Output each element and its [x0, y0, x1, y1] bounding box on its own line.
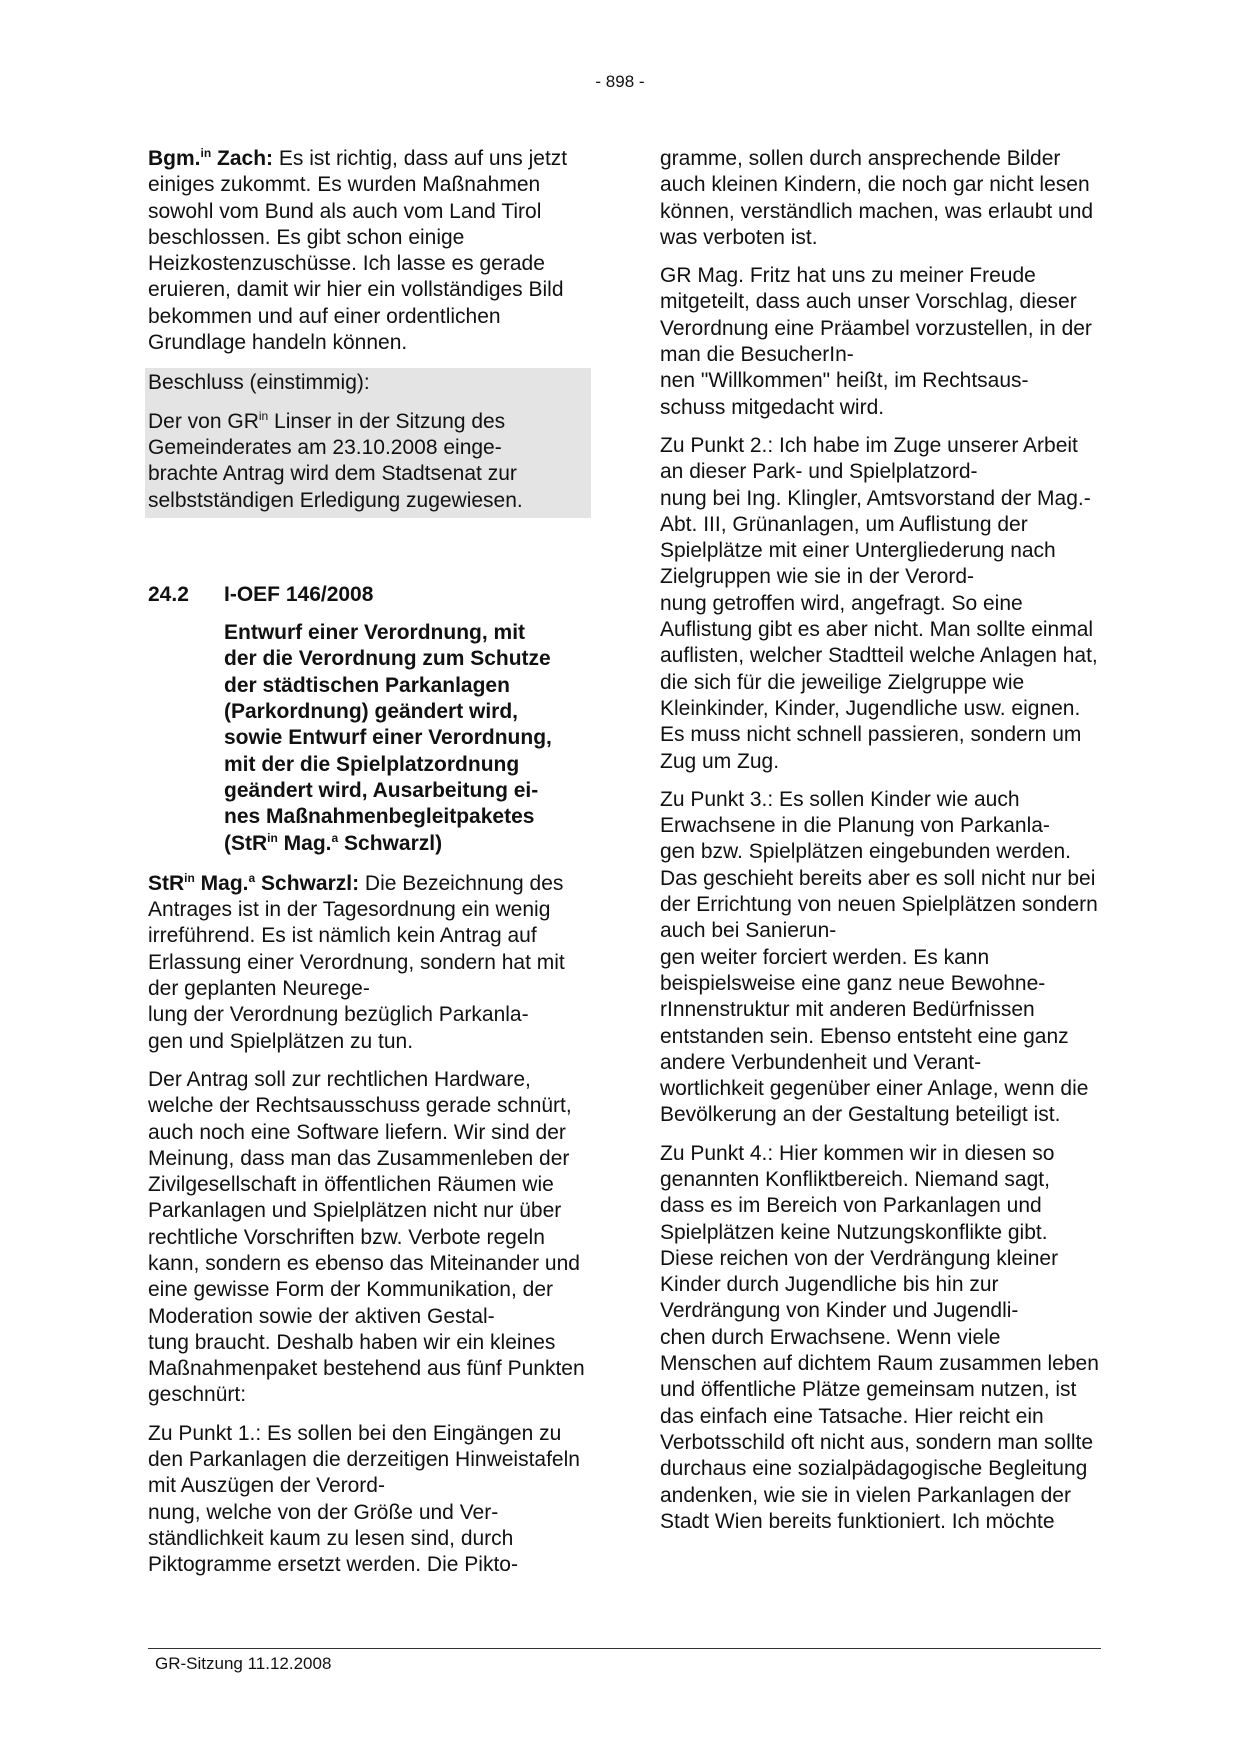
agenda-title-end-sup2: a	[331, 830, 339, 845]
agenda-number: 24.2	[148, 582, 189, 606]
decision-text-post: Linser in der Sitzung des Gemeinderates am 23.10.2008 einge- brachte Antrag wird dem Stadtsenat zur selbstständigen Erledigung zugewiesen.	[148, 409, 523, 512]
speaker-schwarzl-text: Die Bezeichnung des Antrages ist in der Tagesordnung ein wenig irreführend. Es ist nämlich kein Antrag auf Erlassung einer Verordnung, sondern hat mit der geplanten Neurege- lung der Verordnung bezüglich Parkanla- gen und Spielplätzen zu tun.	[148, 871, 565, 1053]
agenda-title-end-mid: Mag.	[277, 831, 332, 855]
right-column	[660, 146, 1100, 1547]
decision-box	[145, 368, 591, 517]
agenda-title-end-sup1: in	[267, 830, 278, 845]
paragraph-punkt-3: Zu Punkt 3.: Es sollen Kinder wie auch Erwachsene in die Planung von Parkanla- gen bzw. Spielplätzen eingebunden werden. Das geschieht bereits aber es soll nicht nur bei der Errichtung von neuen Spielplätzen sondern auch bei Sanierun- gen weiter forciert werden. Es kann beispielsweise eine ganz neue Bewohne- rInnenstruktur mit anderen Bedürfnissen entstanden sein. Ebenso entsteht eine ganz andere Verbundenheit und Verant- wortlichkeit gegenüber einer Anlage, wenn die Bevölkerung an der Gestaltung beteiligt ist.	[660, 787, 1098, 1127]
agenda-code: I-OEF 146/2008	[224, 582, 374, 606]
decision-text	[148, 409, 588, 514]
speaker-zach-text: Es ist richtig, dass auf uns jetzt einiges zukommt. Es wurden Maßnahmen sowohl vom Bund als auch vom Land Tirol beschlossen. Es gibt schon einige Heizkostenzuschüsse. Ich lasse es gerade eruieren, damit wir hier ein vollständiges Bild bekommen und auf einer ordentlichen Grundlage handeln können.	[148, 147, 568, 355]
left-column	[148, 146, 588, 1591]
decision-label: Beschluss (einstimmig):	[148, 371, 370, 395]
paragraph-fritz: GR Mag. Fritz hat uns zu meiner Freude mitgeteilt, dass auch unser Vorschlag, dieser Verordnung eine Präambel vorzustellen, in der man die BesucherIn- nen "Willkommen" heißt, im Rechtsaus- schuss mitgedacht wird.	[660, 264, 1092, 419]
page-number: - 898 -	[595, 72, 645, 91]
agenda-item	[148, 582, 588, 857]
paragraph-punkt-2: Zu Punkt 2.: Ich habe im Zuge unserer Arbeit an dieser Park- und Spielplatzord- nung bei Ing. Klingler, Amtsvorstand der Mag.-Abt. III, Grünanlagen, um Auflistung der Spielplätze mit einer Untergliederung nach Zielgruppen wie sie in der Verord- nung getroffen wird, angefragt. So eine Auflistung gibt es aber nicht. Man sollte einmal auflisten, welcher Stadtteil welche Anlagen hat, die sich für die jeweilige Zielgruppe wie Kleinkinder, Kinder, Jugendliche usw. eignen. Es muss nicht schnell passieren, sondern um Zug um Zug.	[660, 433, 1098, 773]
speaker-zach-paragraph	[148, 146, 588, 356]
footer-session-date: GR-Sitzung 11.12.2008	[155, 1654, 332, 1673]
speaker2-post: Schwarzl:	[255, 871, 360, 895]
speaker-schwarzl-name	[148, 872, 359, 895]
agenda-title-end	[224, 832, 442, 855]
decision-text-sup: in	[258, 408, 269, 423]
speaker-surname: Zach:	[211, 147, 274, 170]
paragraph-continuation: gramme, sollen durch ansprechende Bilder auch kleinen Kindern, die noch gar nicht lesen können, verständlich machen, was erlaubt und was verboten ist.	[660, 147, 1094, 249]
speaker2-sup1: in	[184, 870, 195, 885]
paragraph-punkt-4: Zu Punkt 4.: Hier kommen wir in diesen so genannten Konfliktbereich. Niemand sagt, dass es im Bereich von Parkanlagen und Spielplätzen keine Nutzungskonflikte gibt. Diese reichen von der Verdrängung kleiner Kinder durch Jugendliche bis hin zur Verdrängung von Kinder und Jugendli- chen durch Erwachsene. Wenn viele Menschen auf dichtem Raum zusammen leben und öffentliche Plätze gemeinsam nutzen, ist das einfach eine Tatsache. Hier reicht ein Verbotsschild oft nicht aus, sondern man sollte durchaus eine sozialpädagogische Begleitung andenken, wie sie in vielen Parkanlagen der Stadt Wien bereits funktioniert. Ich möchte	[660, 1141, 1099, 1533]
footer-divider	[148, 1648, 1101, 1649]
speaker2-sup2: a	[248, 870, 256, 885]
agenda-title	[224, 620, 588, 857]
speaker2-mid: Mag.	[194, 871, 249, 895]
speaker-title-sup: in	[200, 146, 212, 160]
agenda-heading	[148, 582, 588, 608]
speaker-zach-name	[148, 147, 273, 170]
decision-text-pre: Der von GR	[148, 409, 259, 433]
agenda-title-end-post: Schwarzl)	[338, 831, 443, 855]
speaker-schwarzl-paragraph	[148, 871, 588, 1055]
speaker-title: Bgm.	[148, 147, 201, 170]
speaker2-pre: StR	[148, 871, 185, 895]
paragraph-hardware: Der Antrag soll zur rechtlichen Hardware, welche der Rechtsausschuss gerade schnürt, auch noch eine Software liefern. Wir sind der Meinung, dass man das Zusammenleben der Zivilgesellschaft in öffentlichen Räumen wie Parkanlagen und Spielplätzen nicht nur über rechtliche Vorschriften bzw. Verbote regeln kann, sondern es ebenso das Miteinander und eine gewisse Form der Kommunikation, der Moderation sowie der aktiven Gestal- tung braucht. Deshalb haben wir ein kleines Maßnahmenpaket bestehend aus fünf Punkten geschnürt:	[148, 1067, 585, 1407]
agenda-title-text: Entwurf einer Verordnung, mit der die Verordnung zum Schutze der städtischen Parkanlagen (Parkordnung) geändert wird, sowie Entwurf einer Verordnung, mit der die Spielplatzordnung geändert wird, Ausarbeitung ei- nes Maßnahmenbegleitpaketes	[224, 621, 552, 829]
agenda-title-end-pre: (StR	[224, 831, 268, 855]
paragraph-punkt-1: Zu Punkt 1.: Es sollen bei den Eingängen zu den Parkanlagen die derzeitigen Hinweistafeln mit Auszügen der Verord- nung, welche von der Größe und Ver- ständlichkeit kaum zu lesen sind, durch Piktogramme ersetzt werden. Die Pikto-	[148, 1421, 580, 1577]
